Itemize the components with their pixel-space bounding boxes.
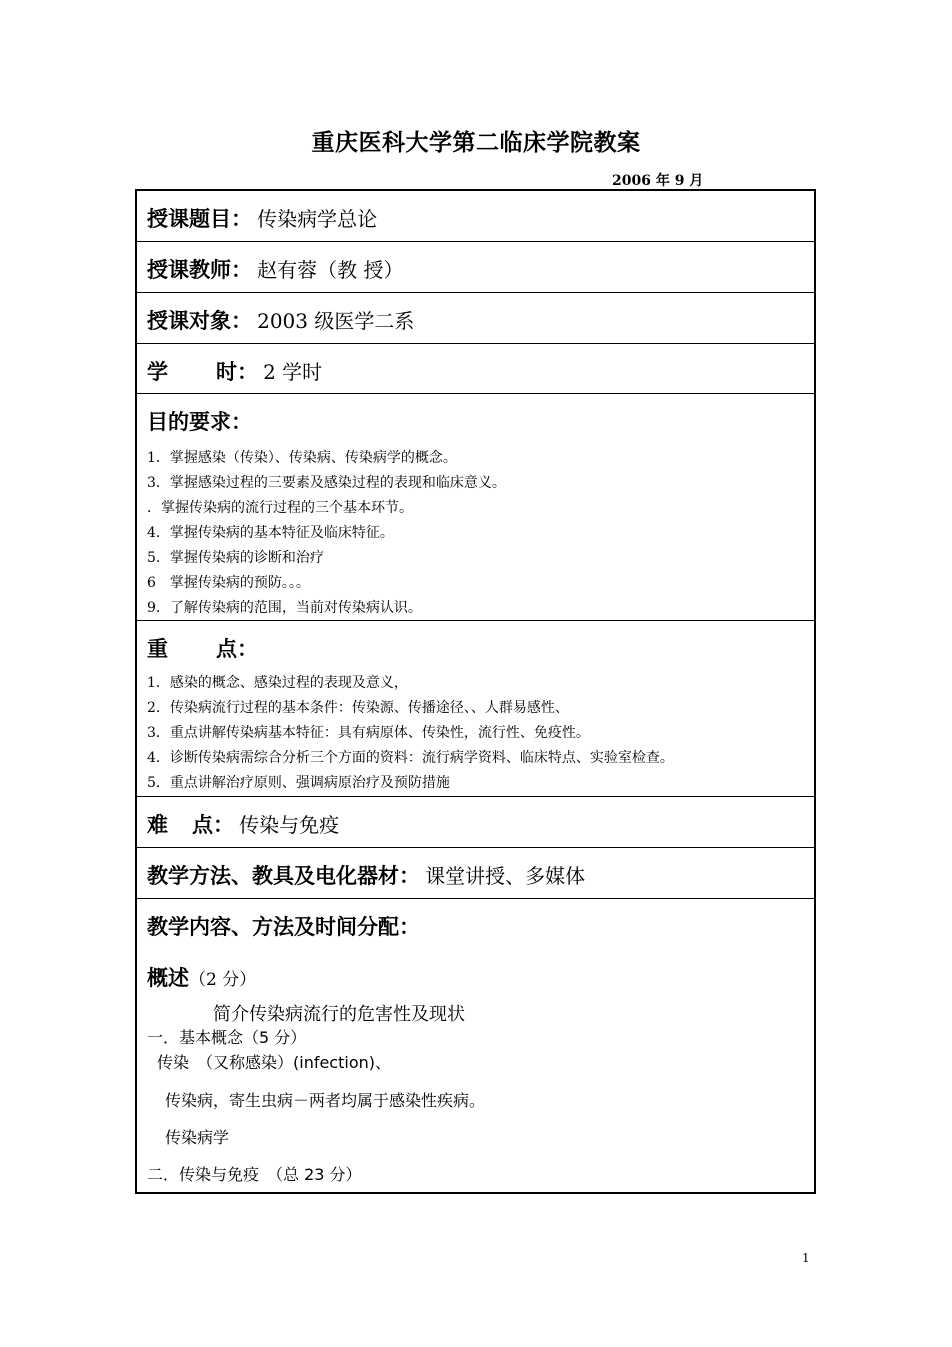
objective-item: 4．掌握传染病的基本特征及临床特征。 [147,525,394,541]
methods-value: 课堂讲授、多媒体 [425,864,586,888]
row-key-points [137,621,814,797]
overview-time: （2 分） [189,970,257,990]
line-infection: 传染 （又称感染）(infection)、 [157,1053,391,1072]
section-basic-concepts: 一．基本概念（5 分） [147,1028,307,1047]
content-label: 教学内容、方法及时间分配： [147,914,420,939]
document-date: 2006 年 9 月 [612,173,704,189]
objectives-label: 目的要求： [147,409,252,434]
difficulty-value: 传染与免疫 [239,813,340,837]
row-methods [137,848,814,899]
row-hours [137,344,814,394]
document-title: 重庆医科大学第二临床学院教案 [311,129,641,156]
key-points-list [147,671,674,796]
teacher-value: 赵有蓉（教 授） [257,258,404,282]
key-point-item: 5．重点讲解治疗原则、强调病原治疗及预防措施 [147,775,450,791]
row-teacher [137,242,814,293]
overview-intro: 简介传染病流行的危害性及现状 [213,1004,465,1025]
row-objectives [137,394,814,621]
methods-label: 教学方法、教具及电化器材： [147,863,420,888]
teacher-label: 授课教师： [147,257,252,282]
row-topic [137,191,814,242]
key-points-label-a: 重 [147,636,168,661]
objective-item: 3．掌握感染过程的三要素及感染过程的表现和临床意义。 [147,475,506,491]
row-difficulty [137,797,814,848]
hours-value: 2 学时 [263,360,323,384]
objectives-list [147,446,506,621]
key-point-item: 2．传染病流行过程的基本条件：传染源、传播途径、、人群易感性、 [147,700,569,716]
objective-item: 5．掌握传染病的诊断和治疗 [147,550,324,566]
key-point-item: 1．感染的概念、感染过程的表现及意义， [147,675,408,691]
difficulty-label-b: 点： [192,812,234,837]
line-infectious-disease: 传染病，寄生虫病－两者均属于感染性疾病。 [165,1091,486,1110]
hours-label-b: 时： [216,359,258,384]
difficulty-label-a: 难 [147,812,168,837]
row-audience [137,293,814,344]
overview-label: 概述 [147,965,189,990]
audience-label: 授课对象： [147,308,252,333]
objective-item: 1．掌握感染（传染）、传染病、传染病学的概念。 [147,450,457,466]
section-infection-immunity: 二．传染与免疫 （总 23 分） [147,1165,362,1184]
objective-item: 6 掌握传染病的预防。。。 [147,575,310,591]
topic-label: 授课题目： [147,206,252,231]
hours-label-a: 学 [147,359,168,384]
audience-value: 2003 级医学二系 [257,309,415,333]
line-infectious-diseases-study: 传染病学 [165,1128,230,1147]
page-number: 1 [802,1251,810,1265]
lesson-plan-table [135,189,816,1194]
key-point-item: 4．诊断传染病需综合分析三个方面的资料：流行病学资料、临床特点、实验室检查。 [147,750,674,766]
objective-item: ．掌握传染病的流行过程的三个基本环节。 [147,500,413,516]
topic-value: 传染病学总论 [257,207,378,231]
key-point-item: 3．重点讲解传染病基本特征：具有病原体、传染性，流行性、免疫性。 [147,725,590,741]
row-content [137,899,814,1192]
key-points-label-b: 点： [216,636,258,661]
objective-item: 9．了解传染病的范围，当前对传染病认识。 [147,600,422,616]
